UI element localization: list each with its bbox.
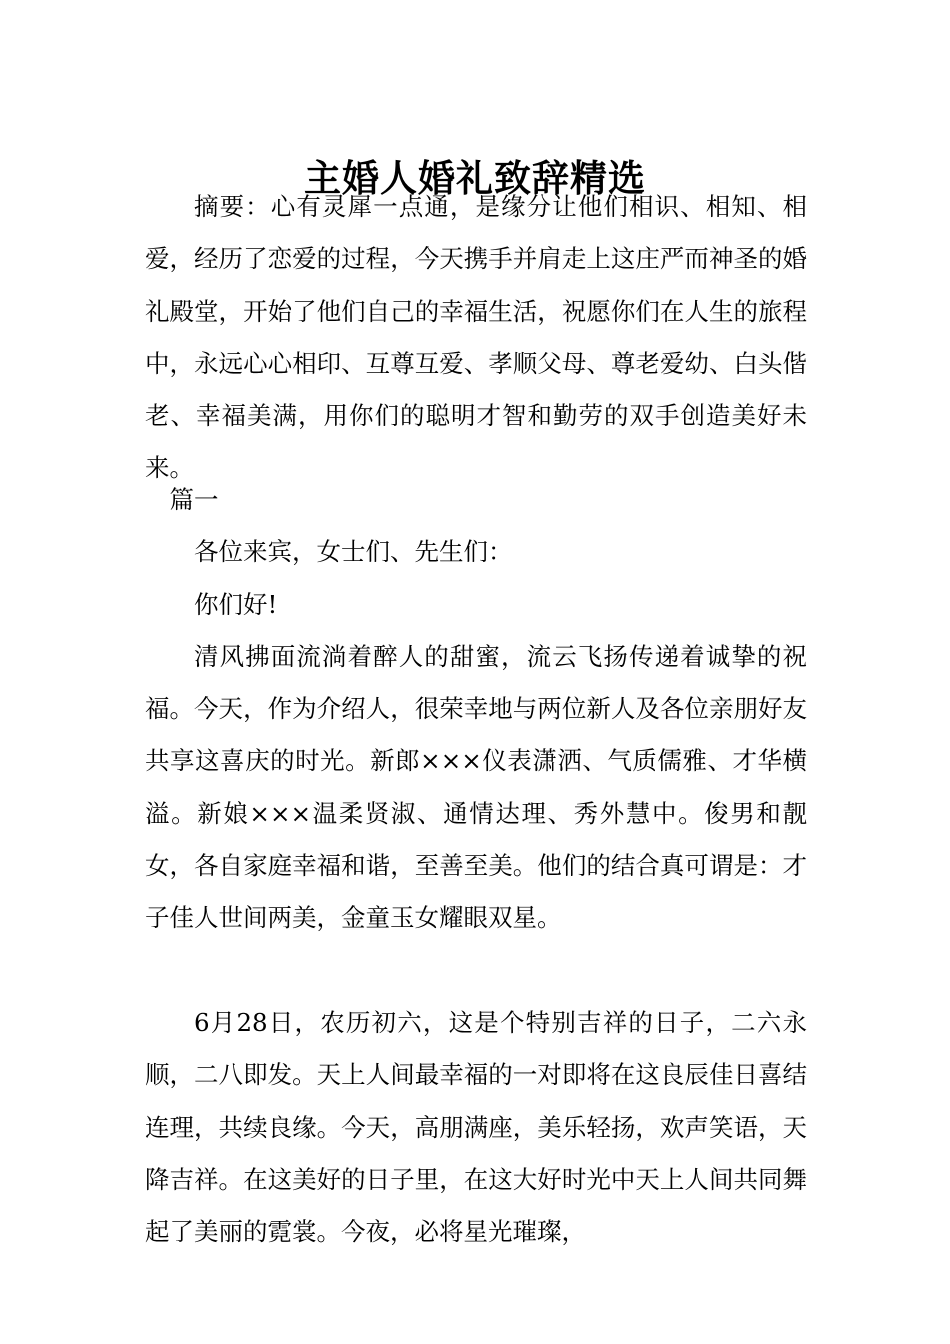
- section-label: 篇一: [169, 485, 219, 514]
- abstract-block: [145, 181, 807, 495]
- blank-line: [145, 945, 807, 997]
- body-paragraph-1: 清风拂面流淌着醉人的甜蜜，流云飞扬传递着诚挚的祝福。今天，作为介绍人，很荣幸地与两位新人及各位亲朋好友共享这喜庆的时光。新郎×××仪表潇洒、气质儒雅、才华横溢。新娘×××温柔贤淑、通情达理、秀外慧中。俊男和靓女，各自家庭幸福和谐，至善至美。他们的结合真可谓是：才子佳人世间两美，金童玉女耀眼双星。: [145, 641, 807, 933]
- document-title: 主婚人婚礼致辞精选: [304, 155, 646, 200]
- hello-line: 你们好!: [194, 589, 278, 619]
- greeting-line: 各位来宾，女士们、先生们：: [194, 537, 513, 567]
- body-paragraph-2: 6月28日，农历初六，这是个特别吉祥的日子，二六永顺，二八即发。天上人间最幸福的一对即将在这良辰佳日喜结连理，共续良缘。今天，高朋满座，美乐轻扬，欢声笑语，天降吉祥。在这美好的日子里，在这大好时光中天上人间共同舞起了美丽的霓裳。今夜，必将星光璀璨，: [145, 1007, 807, 1247]
- abstract-paragraph: 摘要：心有灵犀一点通，是缘分让他们相识、相知、相爱，经历了恋爱的过程，今天携手并肩走上这庄严而神圣的婚礼殿堂，开始了他们自己的幸福生活，祝愿你们在人生的旅程中，永远心心相印、互尊互爱、孝顺父母、尊老爱幼、白头偕老、幸福美满，用你们的聪明才智和勤劳的双手创造美好未来。: [145, 192, 807, 483]
- section-one: [145, 474, 807, 1258]
